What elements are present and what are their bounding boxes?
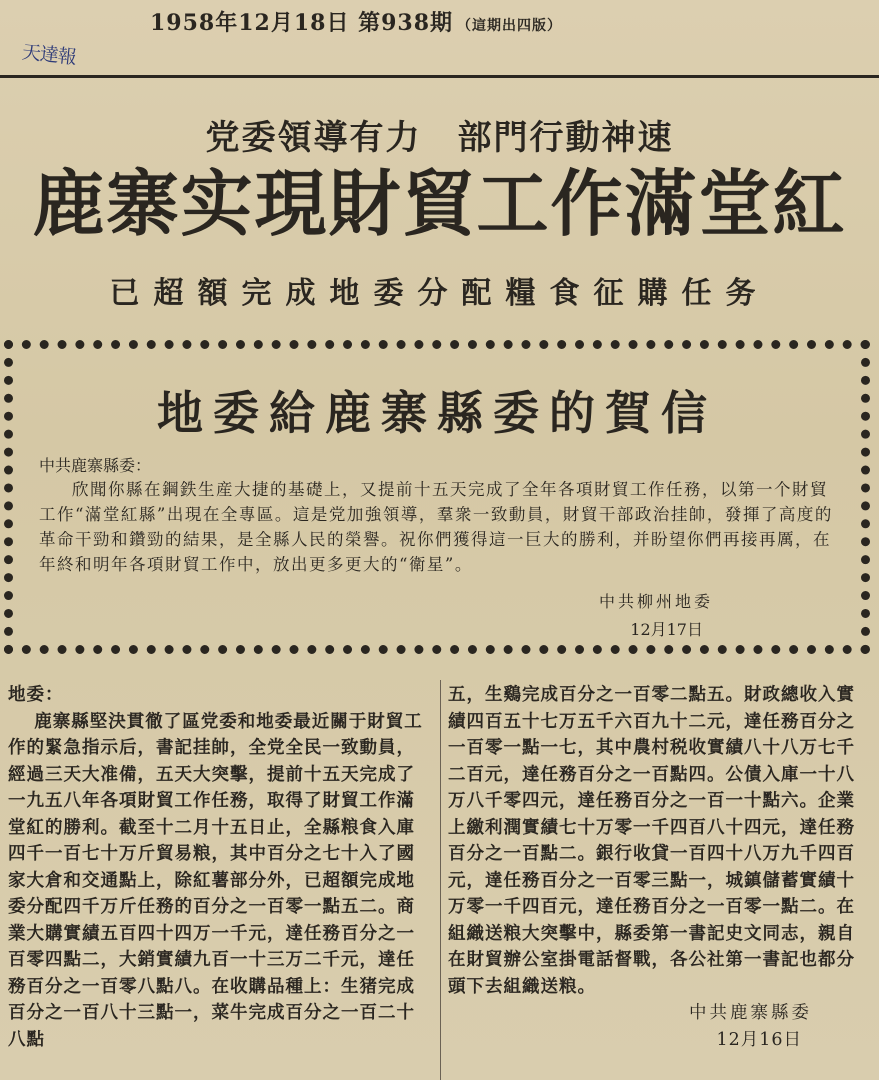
letter-date: 12月17日 <box>630 620 703 639</box>
headline: 鹿寨实現財貿工作滿堂紅 <box>32 161 847 246</box>
report-right-column <box>448 682 872 1053</box>
letter-salutation: 中共鹿寨縣委： <box>39 456 152 475</box>
report-left-text: 鹿寨縣堅決貫徹了區党委和地委最近關于財貿工作的緊急指示后，書記挂帥，全党全民一致動員，經過三天大准備，五天大突擊，提前十五天完成了一九五八年各項財貿工作任務，取得了財貿工作滿堂紅的勝利。截至十二月十五日止，全縣粮食入庫四千一百七十万斤貿易粮，其中百分之七十入了國家大倉和交通點上，除紅薯部分外，已超額完成地委分配四千万斤任務的百分之一百零一點五二。商業大購實績五百四十四万一千元，達任務百分之一百零四點二，大銷實績九百一十三万二千元，達任務百分之一百零八點八。在收購品種上：生猪完成百分之一百八十三點一，菜牛完成百分之一百二十八點 <box>8 711 423 1050</box>
deck: 已超額完成地委分配糧食征購任务 <box>109 276 770 311</box>
column-divider <box>440 680 441 1080</box>
report-left-column <box>8 682 433 1053</box>
subhead: 党委領導有力 部門行動神速 <box>205 118 674 158</box>
letter-body <box>39 477 845 577</box>
report-date: 12月16日 <box>716 1029 802 1050</box>
handwritten-note: 天達報 <box>20 41 77 69</box>
report-addressee: 地委： <box>8 685 64 705</box>
letter-title: 地委給鹿寨縣委的賀信 <box>157 386 717 440</box>
masthead-rule <box>0 75 879 78</box>
letter-signature: 中共柳州地委 <box>598 592 713 611</box>
masthead <box>150 6 870 40</box>
masthead-date-issue: 1958年12月18日 第938期 <box>150 10 454 36</box>
report-right-text: 五，生鷄完成百分之一百零二點五。財政總收入實績四百五十七万五千六百九十二元，達任務百分之一百零一點一七，其中農村税收實績八十八万七千二百元，達任務百分之一百點四。公債入庫一十八万八千零四元，達任務百分之一百一十點六。企業上繳利潤實績七十万零一千四百八十四元，達任務百分之一百點二。銀行收貸一百四十八万九千四百元，達任務百分之一百零三點一，城鎮儲蓄實績十万零一千四百元，達任務百分之一百零一點二。在組織送粮大突擊中，縣委第一書記史文同志，親自在財貿辦公室掛電話督戰，各公社第一書記也都分頭下去組織送粮。 <box>448 685 855 997</box>
letter-paragraph: 欣聞你縣在鋼鉄生産大捷的基礎上，又提前十五天完成了全年各項財貿工作任務，以第一个財貿工作“滿堂紅縣”出現在全專區。這是党加強領導，羣衆一致動員，財貿干部政治挂帥，發揮了高度的革命干勁和鑽勁的結果，是全縣人民的榮譽。祝你們獲得這一巨大的勝利，并盼望你們再接再厲，在年終和明年各項財貿工作中，放出更多更大的“衛星”。 <box>39 480 833 574</box>
report-signature: 中共鹿寨縣委 <box>689 1003 812 1023</box>
congratulatory-letter-box <box>4 340 870 654</box>
masthead-edition: （這期出四版） <box>457 18 563 34</box>
